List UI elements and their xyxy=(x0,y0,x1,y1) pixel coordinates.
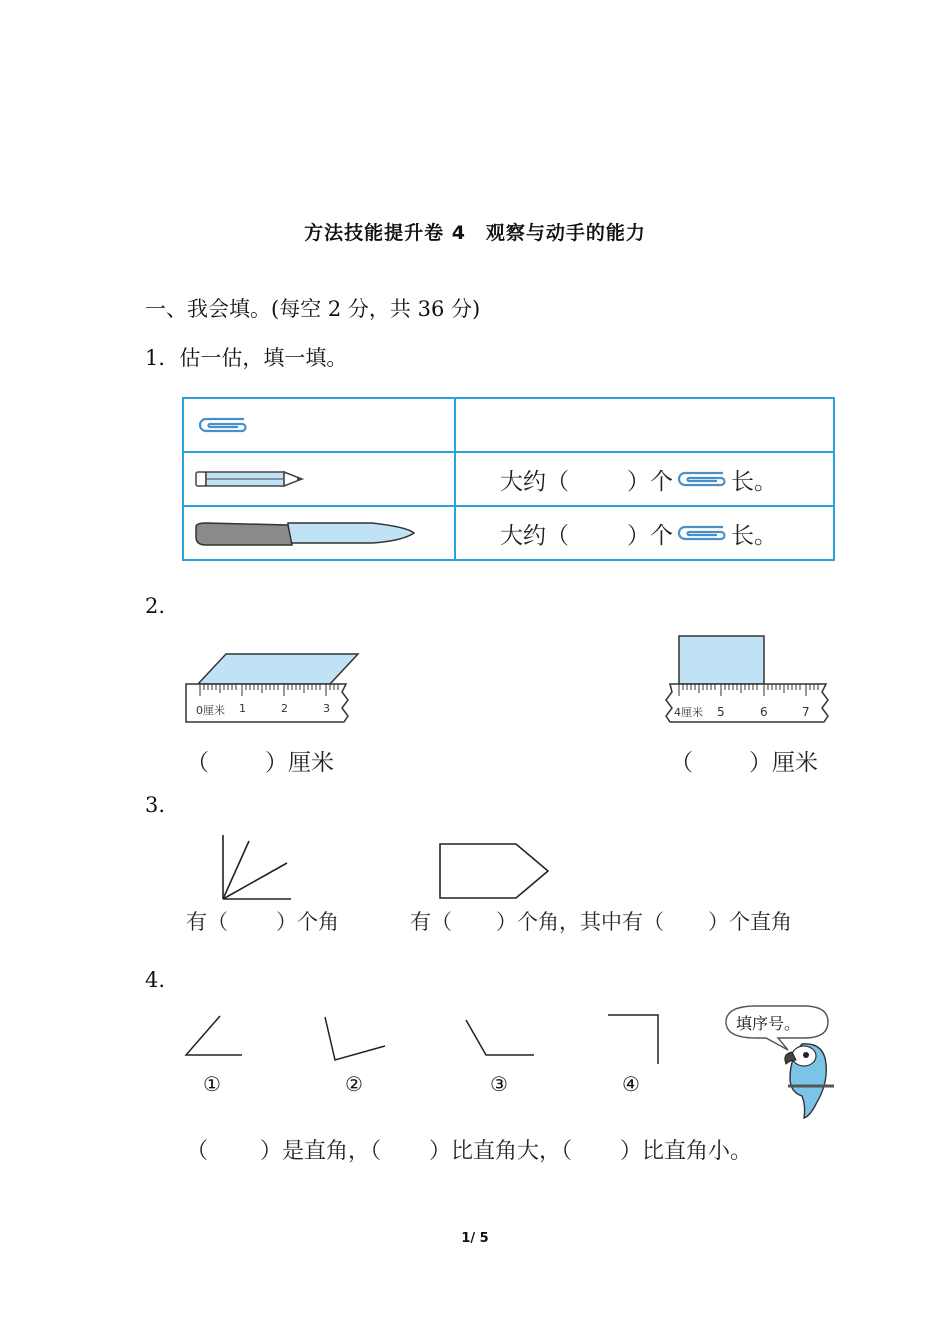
answer-text: 有（ xyxy=(410,910,452,934)
estimate-prefix: 大约（ xyxy=(500,522,569,549)
question-4-label: 4. xyxy=(145,968,166,992)
q2-left-answer[interactable] xyxy=(186,744,334,777)
ruler-tick-label: 5 xyxy=(717,705,725,719)
angle-label-3: ③ xyxy=(490,1072,508,1096)
pentagon-figure xyxy=(436,840,556,900)
bracket-open: （ xyxy=(186,750,209,776)
knife-cell xyxy=(183,506,455,560)
answer-text: 有（ xyxy=(186,910,228,934)
rectangle-shape xyxy=(679,636,764,684)
q3-right-answer[interactable] xyxy=(410,906,792,936)
pencil-cell xyxy=(183,452,455,506)
paperclip-icon xyxy=(673,466,731,492)
page-title: 方法技能提升卷 4 观察与动手的能力 xyxy=(304,222,646,244)
page-number: 1/ 5 xyxy=(461,1231,489,1246)
answer-text: （ xyxy=(186,1139,209,1164)
angle-label-2: ② xyxy=(345,1072,363,1096)
q2-right-answer[interactable] xyxy=(670,744,818,777)
angle-4 xyxy=(608,1015,658,1064)
parrot-icon xyxy=(785,1044,834,1118)
angle-2 xyxy=(325,1017,385,1060)
answer-cell[interactable] xyxy=(455,452,834,506)
paperclip-cell xyxy=(183,398,455,452)
answer-text: ）比直角大，（ xyxy=(429,1139,573,1164)
ruler-tick-label: 2 xyxy=(281,702,288,715)
paperclip-icon xyxy=(194,410,254,440)
answer-text: ）个角，其中有（ xyxy=(496,910,664,934)
ruler-tick-label: 7 xyxy=(802,705,810,719)
ruler-unit-label: 0厘米 xyxy=(196,704,225,717)
table-row xyxy=(183,398,834,452)
estimate-suffix: 长。 xyxy=(731,468,777,495)
right-ruler-figure xyxy=(660,632,832,728)
angle-label-4: ④ xyxy=(622,1072,640,1096)
q3-left-answer[interactable] xyxy=(186,906,339,936)
knife-icon xyxy=(192,515,422,551)
answer-text: ）是直角，（ xyxy=(260,1139,382,1164)
q4-answer[interactable] xyxy=(186,1134,752,1165)
section-heading: 一、我会填。(每空 2 分，共 36 分) xyxy=(145,297,481,321)
ruler-unit-label: 4厘米 xyxy=(674,706,703,719)
table-row xyxy=(183,452,834,506)
angle-3 xyxy=(466,1020,534,1055)
estimate-prefix: 大约（ xyxy=(500,468,569,495)
answer-text: ）个角 xyxy=(276,910,339,934)
answer-cell[interactable] xyxy=(455,506,834,560)
question-2-label: 2. xyxy=(145,594,166,618)
table-row xyxy=(183,506,834,560)
answer-unit: ）厘米 xyxy=(749,750,818,776)
question-1-label: 1．估一估，填一填。 xyxy=(145,346,348,370)
angle-1 xyxy=(186,1016,242,1055)
bracket-open: （ xyxy=(670,750,693,776)
left-ruler-figure xyxy=(180,650,360,730)
parallelogram-shape xyxy=(198,654,358,684)
answer-unit: ）厘米 xyxy=(265,750,334,776)
estimate-table xyxy=(182,397,835,561)
answer-text: ）比直角小。 xyxy=(620,1139,753,1164)
estimate-mid: ）个 xyxy=(627,468,673,495)
ruler-tick-label: 1 xyxy=(239,702,246,715)
speech-bubble-text: 填序号。 xyxy=(736,1014,801,1033)
ruler-tick-label: 6 xyxy=(760,705,768,719)
empty-cell xyxy=(455,398,834,452)
paperclip-icon xyxy=(673,520,731,546)
angle-label-1: ① xyxy=(203,1072,221,1096)
rays-figure xyxy=(215,833,295,903)
question-3-label: 3. xyxy=(145,793,166,817)
estimate-mid: ）个 xyxy=(627,522,673,549)
estimate-suffix: 长。 xyxy=(731,522,777,549)
angles-figure xyxy=(180,1010,680,1070)
answer-text: ）个直角 xyxy=(708,910,792,934)
pencil-icon xyxy=(194,467,314,491)
ruler-tick-label: 3 xyxy=(323,702,330,715)
